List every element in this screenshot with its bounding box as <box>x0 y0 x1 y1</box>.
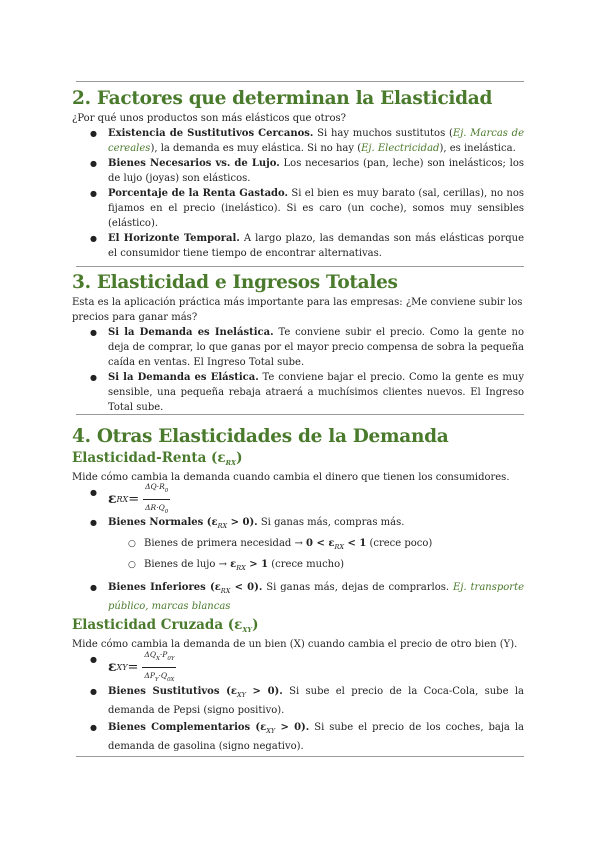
example-text: Ej. Electricidad <box>361 143 440 154</box>
item-text: A largo plazo, las demandas son más elásticas porque el consumidor tiene tiempo de encontrar alternativas. <box>108 233 524 259</box>
list-item <box>72 325 524 370</box>
epsilon-symbol: ε <box>234 617 243 633</box>
section-intro: Esta es la aplicación práctica más importante para las empresas: ¿Me conviene subir los precios para ganar más? <box>72 297 523 323</box>
subscript: RX <box>225 459 237 467</box>
epsilon-symbol: ε <box>217 450 226 466</box>
list-item <box>72 684 524 718</box>
fraction <box>143 479 170 520</box>
item-heading: Si la Demanda es Inelástica. <box>108 327 274 338</box>
sub-list-item <box>72 556 524 577</box>
item-text: ), la demanda es muy elástica. Si no hay ( <box>150 143 362 154</box>
item-text: Bienes de primera necesidad → <box>144 538 307 549</box>
epsilon-symbol: ε <box>230 686 237 697</box>
subscript: 0 <box>164 508 169 515</box>
subsection-title <box>72 617 524 634</box>
item-text: (crece poco) <box>366 538 433 549</box>
subsection-title-text: Elasticidad-Renta ( <box>72 450 218 466</box>
paren: ) <box>252 617 259 633</box>
factor-list <box>72 126 524 261</box>
divider <box>76 756 524 757</box>
item-heading: Porcentaje de la Renta Gastado. <box>108 188 289 199</box>
paren: ) <box>236 450 243 466</box>
section-title: 4. Otras Elasticidades de la Demanda <box>72 426 449 447</box>
item-text: Te conviene subir el precio. Como la gente no deja de comprar, lo que ganas por el mayor precio compensa de sobra la pequeña caída en ventas. El Ingreso Total sube. <box>108 327 524 368</box>
item-heading: Bienes Necesarios vs. de Lujo. <box>108 158 280 169</box>
item-text: Bienes de lujo → <box>144 559 231 570</box>
condition: > 0). <box>275 722 310 733</box>
item-heading: Bienes Normales ( <box>108 517 212 528</box>
item-text: ), es inelástica. <box>439 143 516 154</box>
subscript: 0X <box>167 676 175 683</box>
subscript: RX <box>236 564 246 572</box>
item-text: Si sube el precio de la Coca-Cola, sube la demanda de Pepsi (signo positivo). <box>108 686 525 716</box>
numerator-text: ΔQ <box>144 649 156 659</box>
subsection-title <box>72 450 524 467</box>
item-heading: Si la Demanda es Elástica. <box>108 372 259 383</box>
cruzada-list <box>72 649 525 754</box>
item-text: Si ganas más, dejas de comprarlos. <box>262 582 454 593</box>
numerator <box>143 479 170 500</box>
item-heading: Bienes Inferiores ( <box>108 582 215 593</box>
section-otras <box>72 426 524 754</box>
subscript: XY <box>236 691 246 699</box>
subsection-title-text: Elasticidad Cruzada ( <box>72 617 235 633</box>
list-item <box>72 370 524 415</box>
epsilon-symbol: ε <box>328 538 335 549</box>
sub-list-item <box>72 535 524 556</box>
subscript: 0Y <box>167 655 175 662</box>
list-item <box>72 231 524 261</box>
item-text: Si hay muchos sustitutos ( <box>313 128 453 139</box>
item-heading: El Horizonte Temporal. <box>108 233 240 244</box>
denominator-text: ·Q <box>158 670 168 680</box>
epsilon-symbol: ε <box>214 582 221 593</box>
item-text: (crece mucho) <box>268 559 345 570</box>
item-text: Si sube el precio de los coches, baja la demanda de gasolina (signo negativo). <box>108 722 524 752</box>
list-item <box>72 126 524 156</box>
numerator-text: ·P <box>159 649 168 659</box>
subsection-desc: Mide cómo cambia la demanda cuando cambia el dinero que tienen los consumidores. <box>72 472 510 483</box>
item-heading: Existencia de Sustitutivos Cercanos. <box>108 128 314 139</box>
section-title: 3. Elasticidad e Ingresos Totales <box>72 272 398 293</box>
formula-renta <box>72 481 524 515</box>
epsilon-symbol: ● ε <box>108 658 117 675</box>
subscript: Y <box>154 676 159 683</box>
item-text: Si el bien es muy barato (sal, cerillas), no nos fijamos en el precio (inelástico). Si es caro (un coche), somos muy sensibles (elástico). <box>108 188 524 229</box>
section-factores <box>72 88 524 261</box>
denominator-text: ΔR·Q <box>145 502 165 512</box>
numerator <box>142 647 176 668</box>
formula-cruzada <box>72 649 524 683</box>
subscript: RX <box>220 587 231 595</box>
item-text: Si ganas más, compras más. <box>257 517 405 528</box>
subscript: RX <box>217 522 228 530</box>
subscript: XY <box>266 727 276 735</box>
subscript: RX <box>334 543 344 551</box>
epsilon-symbol: ε <box>211 517 218 528</box>
subscript: 0 <box>164 487 169 494</box>
section-intro: ¿Por qué unos productos son más elásticos que otros? <box>72 113 346 124</box>
item-text: Te conviene bajar el precio. Como la gente es muy sensible, una pequeña rebaja atraerá a muchísimos clientes nuevos. El Ingreso Total sube. <box>108 372 524 413</box>
list-item <box>72 720 524 754</box>
epsilon-symbol: ● ε <box>108 490 117 507</box>
epsilon-symbol: ε <box>260 722 267 733</box>
subsection-desc: Mide cómo cambia la demanda de un bien (X) cuando cambia el precio de otro bien (Y). <box>72 639 518 650</box>
list-item <box>72 515 524 534</box>
section-ingresos <box>72 272 524 415</box>
numerator-text: ΔQ·R <box>145 481 165 491</box>
item-heading: Bienes Complementarios ( <box>108 722 261 733</box>
epsilon-symbol: ε <box>230 559 237 570</box>
subscript: RX <box>116 494 129 504</box>
ingresos-list <box>72 325 524 415</box>
divider <box>76 266 524 267</box>
subscript: XY <box>116 662 128 672</box>
renta-list <box>72 481 525 614</box>
divider <box>76 414 524 415</box>
subscript: X <box>155 655 160 662</box>
subscript: XY <box>242 626 253 634</box>
example-text: Ej. Marcas de cereales <box>108 128 525 154</box>
list-item <box>72 156 524 186</box>
list-item <box>72 186 524 231</box>
condition: < 0). <box>230 582 263 593</box>
example-text: Ej. transporte público, marcas blancas <box>108 582 525 612</box>
equals-sign: = <box>127 659 139 675</box>
list-item <box>72 580 524 614</box>
divider <box>76 81 524 82</box>
math: < 1 <box>343 538 367 549</box>
math: > 1 <box>245 559 269 570</box>
condition: > 0). <box>227 517 258 528</box>
math: 0 < <box>306 538 329 549</box>
fraction <box>142 647 176 688</box>
condition: > 0). <box>245 686 283 697</box>
equals-sign: = <box>128 491 140 507</box>
item-heading: Bienes Sustitutivos ( <box>108 686 231 697</box>
item-text: Los necesarios (pan, leche) son inelásticos; los de lujo (joyas) son elásticos. <box>108 158 525 184</box>
section-title: 2. Factores que determinan la Elasticidad <box>72 88 493 109</box>
denominator-text: ΔP <box>144 670 155 680</box>
